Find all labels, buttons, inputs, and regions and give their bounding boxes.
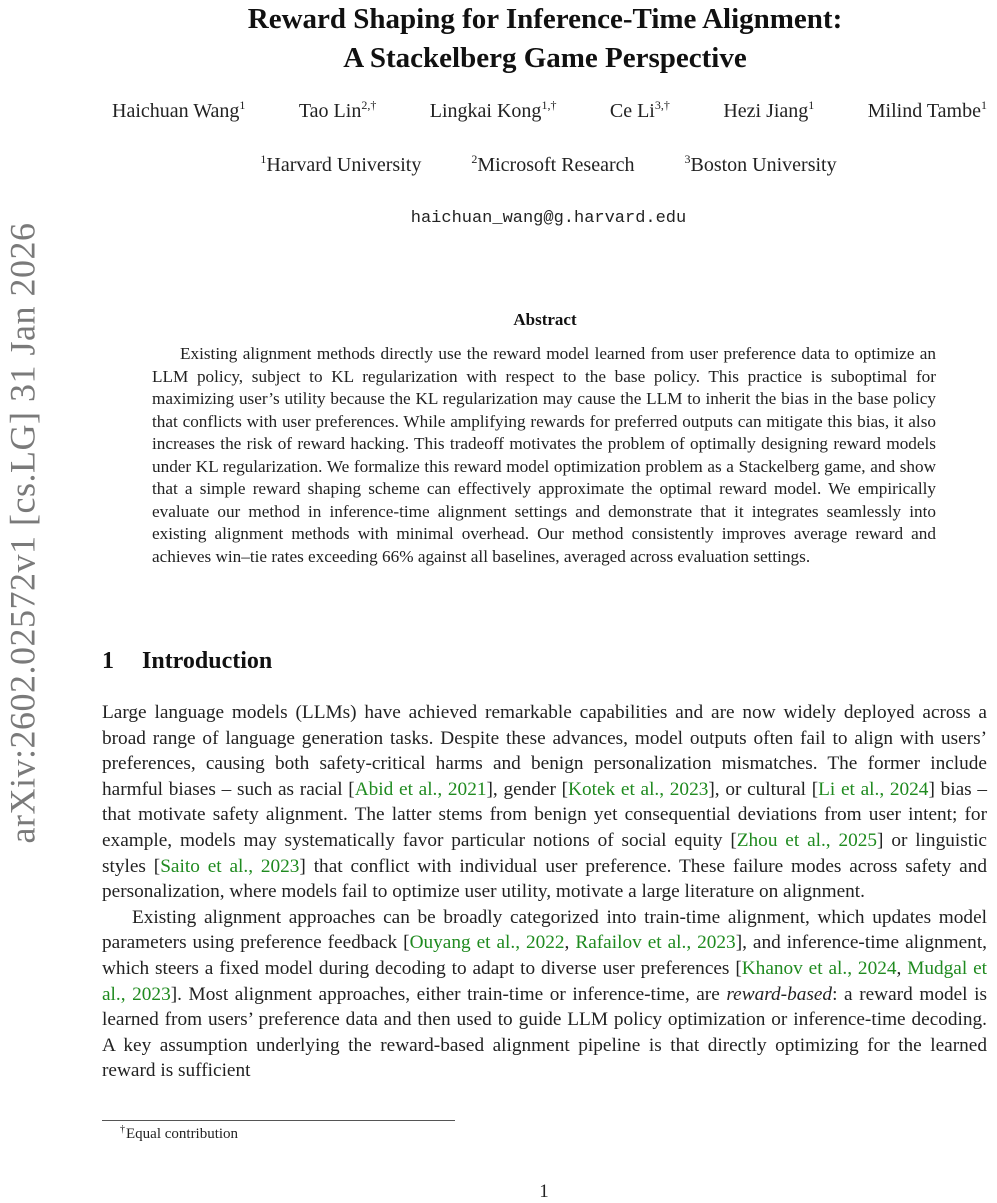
section-number: 1 xyxy=(102,648,114,674)
author: Lingkai Kong$^{1,\dagger}$ xyxy=(429,98,557,122)
affiliation: $^2$Microsoft Research xyxy=(471,152,635,176)
author: Haichuan Wang$^1$ xyxy=(112,98,246,122)
title-line-2: A Stackelberg Game Perspective xyxy=(343,42,747,74)
citation-link[interactable]: Li et al., 2024 xyxy=(818,778,929,800)
affiliation: $^1$Harvard University xyxy=(260,152,422,176)
footnote-divider xyxy=(102,1120,455,1121)
paper-title xyxy=(100,0,990,78)
author: Ce $Li^{3,\dagger}$ xyxy=(609,98,670,122)
intro-paragraph-2: Existing alignment approaches can be broadly categorized into train-time alignment, which updates model parameters using preference feedback [Ouyang et al., 2022, Rafailov et al., 2023], and inference-time alignment, which steers a fixed model during decoding to adapt to diverse user preferences [Khanov et al., 2024, Mudgal et al., 2023]. Most alignment approaches, either train-time or inference-time, are reward-based: a reward model is learned from users’ preference data and then used to guide LLM policy optimization or inference-time decoding. A key assumption underlying the reward-based alignment pipeline is that directly optimizing for the learned reward is sufficient xyxy=(102,906,988,1082)
abstract-text: Existing alignment methods directly use the reward model learned from user preference data to optimize an LLM policy, subject to KL regularization with respect to the base policy. This practice is suboptimal for maximizing user’s utility because the KL regularization may cause the LLM to inherit the bias in the base policy that conflicts with user preferences. While amplifying rewards for preferred outputs can mitigate this bias, it also increases the risk of reward hacking. This tradeoff motivates the problem of optimally designing reward models under KL regularization. We formalize this reward model optimization problem as a Stackelberg game, and show that a simple reward shaping scheme can effectively approximate the optimal reward model. We empirically evaluate our method in inference-time alignment settings and demonstrate that it integrates seamlessly into existing alignment methods with minimal overhead. Our method consistently improves average reward and achieves win–tie rates exceeding 66% against all baselines, averaged across evaluation settings. xyxy=(152,344,936,566)
page-number: 1 xyxy=(539,1181,549,1202)
footnote xyxy=(120,1126,238,1143)
citation-link[interactable]: Ouyang et al., 2022 xyxy=(409,932,565,954)
author-list xyxy=(100,100,997,123)
arxiv-stamp-text: arXiv:2602.02572v1 [cs.LG] 31 Jan 2026 xyxy=(2,222,43,843)
author: Hezi Jiang$^1$ xyxy=(723,98,815,122)
arxiv-identifier-stamp xyxy=(2,205,42,860)
citation-link[interactable]: Rafailov et al., 2023 xyxy=(575,932,736,954)
abstract-heading: Abstract xyxy=(513,310,577,329)
author: Tao Lin$^{2,\dagger}$ xyxy=(298,98,377,122)
section-heading-introduction xyxy=(102,648,272,675)
contact-email: haichuan_wang@g.harvard.edu xyxy=(410,209,687,228)
introduction-body xyxy=(102,700,987,1084)
title-line-1: Reward Shaping for Inference-Time Alignment: xyxy=(247,3,843,35)
affiliation-list xyxy=(100,154,997,177)
citation-link[interactable]: Mudgal et al., 2023 xyxy=(102,957,988,1005)
intro-paragraph-1: Large language models (LLMs) have achieved remarkable capabilities and are now widely deployed across a broad range of language generation tasks. Despite these advances, model outputs often fail to align with users’ preferences, causing both safety-critical harms and benign personalization mismatches. The former include harmful biases – such as racial [Abid et al., 2021], gender [Kotek et al., 2023], or cultural [Li et al., 2024] bias – that motivate safety alignment. The latter stems from benign yet consequential deviations from user intent; for example, models may systematically favor particular notions of social equity [Zhou et al., 2025] or linguistic styles [Saito et al., 2023] that conflict with individual user preference. These failure modes across safety and personalization, where models fail to optimize user utility, motivate a large literature on alignment. xyxy=(102,702,988,903)
citation-link[interactable]: Zhou et al., 2025 xyxy=(736,829,878,851)
citation-link[interactable]: Khanov et al., 2024 xyxy=(741,957,897,979)
citation-link[interactable]: Kotek et al., 2023 xyxy=(568,778,709,800)
citation-link[interactable]: Saito et al., 2023 xyxy=(160,855,300,877)
affiliation: $^3$Boston University xyxy=(684,152,837,176)
citation-link[interactable]: Abid et al., 2021 xyxy=(354,778,487,800)
footnote-marker: † xyxy=(120,1124,125,1135)
author: Milind Tambe$^1$ xyxy=(867,98,987,122)
footnote-text: Equal contribution xyxy=(126,1126,239,1142)
section-title: Introduction xyxy=(142,648,273,674)
